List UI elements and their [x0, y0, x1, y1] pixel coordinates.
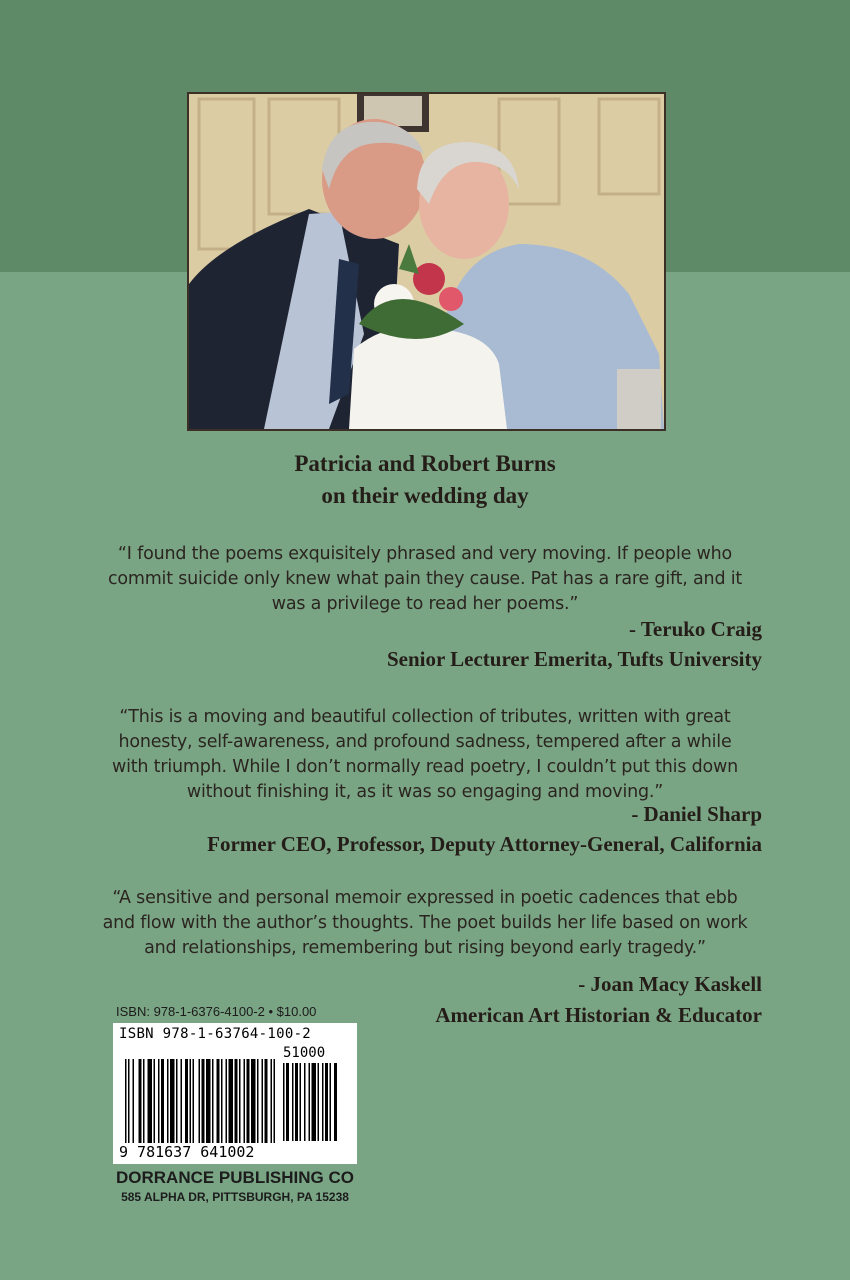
photo-caption-line2: on their wedding day: [321, 483, 529, 508]
barcode-bar: [217, 1059, 220, 1143]
isbn-price-label: ISBN: 978-1-6376-4100-2 • $10.00: [116, 1004, 317, 1019]
quote-3-author-title: American Art Historian & Educator: [435, 1003, 762, 1027]
barcode-number: 9 781637 641002: [119, 1143, 255, 1161]
barcode-bar: [170, 1059, 175, 1143]
quote-line: and flow with the author’s thoughts. The poet builds her life based on work: [102, 913, 748, 933]
publisher-address: 585 ALPHA DR, PITTSBURGH, PA 15238: [121, 1190, 349, 1204]
barcode-bar: [274, 1059, 276, 1143]
barcode-bar: [286, 1063, 289, 1141]
barcode-bar: [304, 1063, 306, 1141]
barcode-bar: [212, 1059, 214, 1143]
barcode-bar: [251, 1059, 256, 1143]
barcode-addon-number: 51000: [283, 1045, 326, 1061]
quote-3-author: - Joan Macy Kaskell: [578, 972, 762, 996]
barcode-bar: [300, 1063, 302, 1141]
barcode-bar: [235, 1059, 238, 1143]
testimonial-quote-2: [80, 705, 770, 805]
barcode-addon-bars: [283, 1063, 349, 1141]
quote-2-author-title: Former CEO, Professor, Deputy Attorney-General, California: [207, 832, 762, 856]
barcode-isbn-text: ISBN 978-1-63764-100-2: [119, 1026, 312, 1042]
barcode-bars: [125, 1059, 275, 1143]
quote-line: “This is a moving and beautiful collection of tributes, written with great: [119, 707, 731, 727]
barcode-bar: [330, 1063, 332, 1141]
quote-line: with triumph. While I don’t normally read poetry, I couldn’t put this down: [111, 757, 739, 777]
barcode-bar: [202, 1059, 205, 1143]
isbn-barcode: [113, 1023, 357, 1164]
quote-1-author: - Teruko Craig: [628, 617, 762, 641]
barcode-bar: [161, 1059, 164, 1143]
barcode-bar: [181, 1059, 183, 1143]
barcode-bar: [309, 1063, 311, 1141]
barcode-bar: [226, 1059, 228, 1143]
barcode-bar: [154, 1059, 156, 1143]
barcode-bar: [158, 1059, 160, 1143]
barcode-bar: [312, 1063, 317, 1141]
quote-line: honesty, self-awareness, and profound sadness, tempered after a while: [118, 732, 732, 752]
barcode-bar: [176, 1059, 178, 1143]
barcode-bar: [325, 1063, 328, 1141]
barcode-bar: [283, 1063, 285, 1141]
quote-line: without finishing it, as it was so engaging and moving.”: [186, 782, 664, 802]
barcode-bar: [128, 1059, 130, 1143]
quote-line: “I found the poems exquisitely phrased and very moving. If people who: [117, 544, 733, 564]
barcode-bar: [257, 1059, 259, 1143]
barcode-bar: [190, 1059, 192, 1143]
barcode-bar: [244, 1059, 246, 1143]
barcode-bar: [185, 1059, 188, 1143]
quote-line: was a privilege to read her poems.”: [271, 594, 579, 614]
barcode-bar: [206, 1059, 211, 1143]
testimonial-quote-3: [80, 886, 770, 961]
barcode-bar: [193, 1059, 195, 1143]
barcode-bar: [133, 1059, 135, 1143]
quote-line: and relationships, remembering but rising beyond early tragedy.”: [144, 938, 706, 958]
quote-2-author: - Daniel Sharp: [631, 802, 762, 826]
quote-line: commit suicide only knew what pain they cause. Pat has a rare gift, and it: [107, 569, 743, 589]
barcode-bar: [295, 1063, 298, 1141]
barcode-bar: [247, 1059, 250, 1143]
publisher-name: DORRANCE PUBLISHING CO: [115, 1168, 354, 1187]
barcode-bar: [322, 1063, 324, 1141]
barcode-bar: [143, 1059, 145, 1143]
barcode-bar: [265, 1059, 268, 1143]
barcode-bar: [199, 1059, 201, 1143]
barcode-bar: [334, 1063, 337, 1141]
barcode-bar: [229, 1059, 234, 1143]
barcode-bar: [125, 1059, 127, 1143]
barcode-bar: [167, 1059, 169, 1143]
barcode-bar: [271, 1059, 273, 1143]
barcode-bar: [221, 1059, 223, 1143]
photo-caption-line1: Patricia and Robert Burns: [294, 451, 556, 476]
barcode-bar: [239, 1059, 241, 1143]
barcode-bar: [148, 1059, 153, 1143]
barcode-bar: [292, 1063, 294, 1141]
quote-line: “A sensitive and personal memoir expressed in poetic cadences that ebb: [112, 888, 738, 908]
testimonial-quote-1: [80, 542, 770, 617]
barcode-bar: [318, 1063, 320, 1141]
barcode-bar: [262, 1059, 264, 1143]
barcode-bar: [139, 1059, 142, 1143]
wedding-photo: [187, 92, 666, 431]
quote-1-author-title: Senior Lecturer Emerita, Tufts University: [386, 647, 762, 671]
